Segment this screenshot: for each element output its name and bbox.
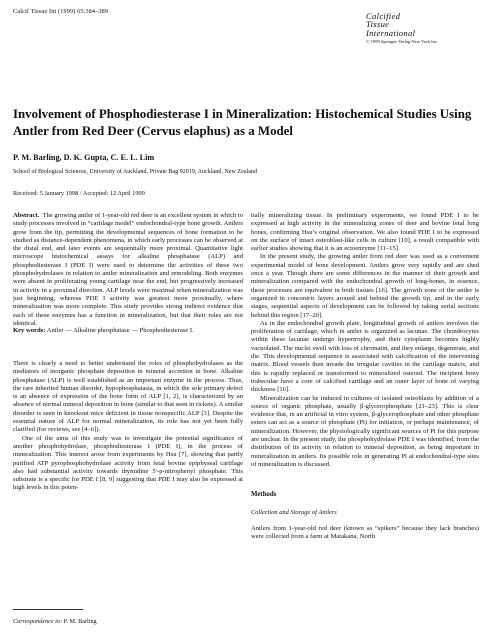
abstract bbox=[13, 212, 243, 328]
intro-right-column bbox=[251, 212, 479, 541]
body-paragraph: Mineralization can be induced in cultures of isolated osteoblasts by addition of a source of organic phosphate, usually β-glycerophosphate [21–23]. This is clear evidence that, in an artificial in vitro system, β-glycerophosphate and other phosphate esters can act as a source of phosphate (Pi) for initiation, or perhaps maintenance, of mineralization. However, the physiologically significant sources of Pi for this purpose are unclear. In the present study, the phosphohydrolase PDE I was identified, from the distribution of its activity in relation to mineral deposition, as being important in mineralization in antlers. Its possible role in generating Pi at endochondral-type sites of mineralization is discussed. bbox=[251, 394, 479, 468]
journal-logo-line3: International bbox=[366, 27, 416, 38]
article-title: Involvement of Phosphodiesterase I in Mineralization: Histochemical Studies Using Antler from Red Deer (Cervus elaphus) as a Model bbox=[13, 107, 472, 138]
body-paragraph: One of the aims of this study was to investigate the potential significance of another phosphohydrolase, phosphodiesterase I (PDE I), in the process of mineralization. This interest arose from experiments by Hsu [7], showing that partly purified ATP pyrophosphohydrolase activity from fetal bovine epiphyseal cartilage also had substantial activity towards thymidine 5′-p-nitrophenyl phosphate. This substrate is a specific for PDE I [8, 9] suggesting that PDE I may also be expressed at high levels in this poten- bbox=[13, 434, 243, 492]
body-paragraph: In the present study, the growing antler from red deer was used as a convenient experimental model of bone development. Antlers grow very rapidly and are shed once a year. Though there are some differences in the manner of their growth and mineralization compared with the endochondral growth of long-bones, in essence, these processes are equivalent in both tissues [16]. The growth zone of the antler is organized in concentric layers around and behind the growth tip, and in the early stages, sequential aspects of development can be followed by taking serial sections behind this region [17–20]. bbox=[251, 253, 479, 319]
footnote-name: P. M. Barling bbox=[63, 618, 97, 625]
journal-copyright: © 1999 Springer-Verlag New York Inc. bbox=[366, 39, 439, 45]
body-paragraph: As in the endochondral growth plate, longitudinal growth of antlers involves the proliferation of cartilage, which in antler is organized as lacunae. The chondrocytes within these lacunae undergo hypertrophy, and their cytoplasm becomes highly vacuolated. The nuclei swell with loss of chromatin, and they enlarge, degenerate, and die. This developmental sequence is associated with calcification of the intervening matrix. Blood vessels then invade the irregular cavities in the cartilage matrix, and this is rapidly replaced or transformed to mineralized osteoid. The incipient bony trabeculae have a core of calcified cartilage and an outer layer of bone of varying thickness [16]. bbox=[251, 319, 479, 394]
received-dates: Received: 5 January 1998 / Accepted: 12 April 1999 bbox=[13, 190, 145, 197]
methods-paragraph: Antlers from 1-year-old red deer (known as “spikers” because they lack branches) were collected from a farm at Matakana, North bbox=[251, 524, 479, 541]
journal-logo-line2: Tissue bbox=[366, 19, 390, 30]
footnote-label: Correspondence to: bbox=[13, 618, 63, 625]
correspondence-footnote bbox=[13, 618, 97, 625]
abstract-text: The growing antler of 1-year-old red deer is an excellent system in which to study processes involved in “cartilage model” endochondral-type bone growth. Antlers grow from the tip, permitting the developmental sequences of bone formation to be studied as distance-dependent phenomena, in which early processes can be observed at the distal end, and later events are sequentially more proximal. Quantitative light microscope histochemical assays for alkaline phosphatase (ALP) and phosphodiesterase I (PDE I) were used to determine the activities of these two phosphohydrolases in relation to antler mineralization and remodeling. Both enzymes were absent in proliferating young cartilage near the end, but progressively increased in activity in a proximal direction. ALP levels were maximal when mineralization was just beginning, whereas PDE I activity was greatest more proximally, where mineralization was more complete. This study provides strong indirect evidence that each of these enzymes has a function in mineralization, but that their roles are not identical. bbox=[13, 212, 244, 327]
keywords-text: Antler — Alkaline phosphatase — Phosphodiesterase I. bbox=[46, 327, 194, 334]
body-paragraph: tially mineralizing tissue. In preliminary experiments, we found PDE I to be expressed at high activity in the mineralizing zones of deer and bovine fetal long bones, confirming Hsu’s original observation. We also found PDE I to be expressed on the surface of intact osteoblast-like cells in culture [10], a result compatible with earlier studies showing that it is an ectoenzyme [11–15]. bbox=[251, 212, 479, 253]
affiliation: School of Biological Sciences, University of Auckland, Private Bag 92019, Auckland, New Zealand bbox=[13, 169, 258, 175]
methods-subheading: Collection and Storage of Antlers bbox=[251, 508, 337, 516]
methods-heading: Methods bbox=[251, 491, 277, 499]
abstract-label: Abstract. bbox=[13, 212, 40, 219]
running-head: Calcif Tissue Int (1999) 65:384–389 bbox=[13, 8, 109, 15]
journal-logo bbox=[366, 12, 481, 45]
keywords bbox=[13, 327, 243, 335]
keywords-label: Key words: bbox=[13, 327, 46, 334]
journal-logo-line1: Calcified bbox=[366, 11, 401, 21]
body-paragraph: There is clearly a need to better understand the roles of phosphohydrolases as the mediators of inorganic phosphate deposition in mineral accretion in bone. Alkaline phosphatase (ALP) is well established as an important enzyme in the process. Thus, the rare inherited human disorder, hypophosphatasia, in which the sole primary defect is an absence of expression of the bone form of ALP [1, 2], is characterized by an absence of normal mineral deposition in bone (similar to that seen in rickets). A similar disorder is seen in knockout mice deficient in tissue nonspecific ALP [3]. Despite the essential nature of ALP for normal mineralization, its role has not yet been fully clarified (for reviews, see [4–6]). bbox=[13, 360, 243, 434]
intro-left-column bbox=[13, 360, 243, 493]
footnote-divider bbox=[13, 609, 83, 610]
author-list: P. M. Barling, D. K. Gupta, C. E. L. Lim bbox=[13, 153, 155, 162]
